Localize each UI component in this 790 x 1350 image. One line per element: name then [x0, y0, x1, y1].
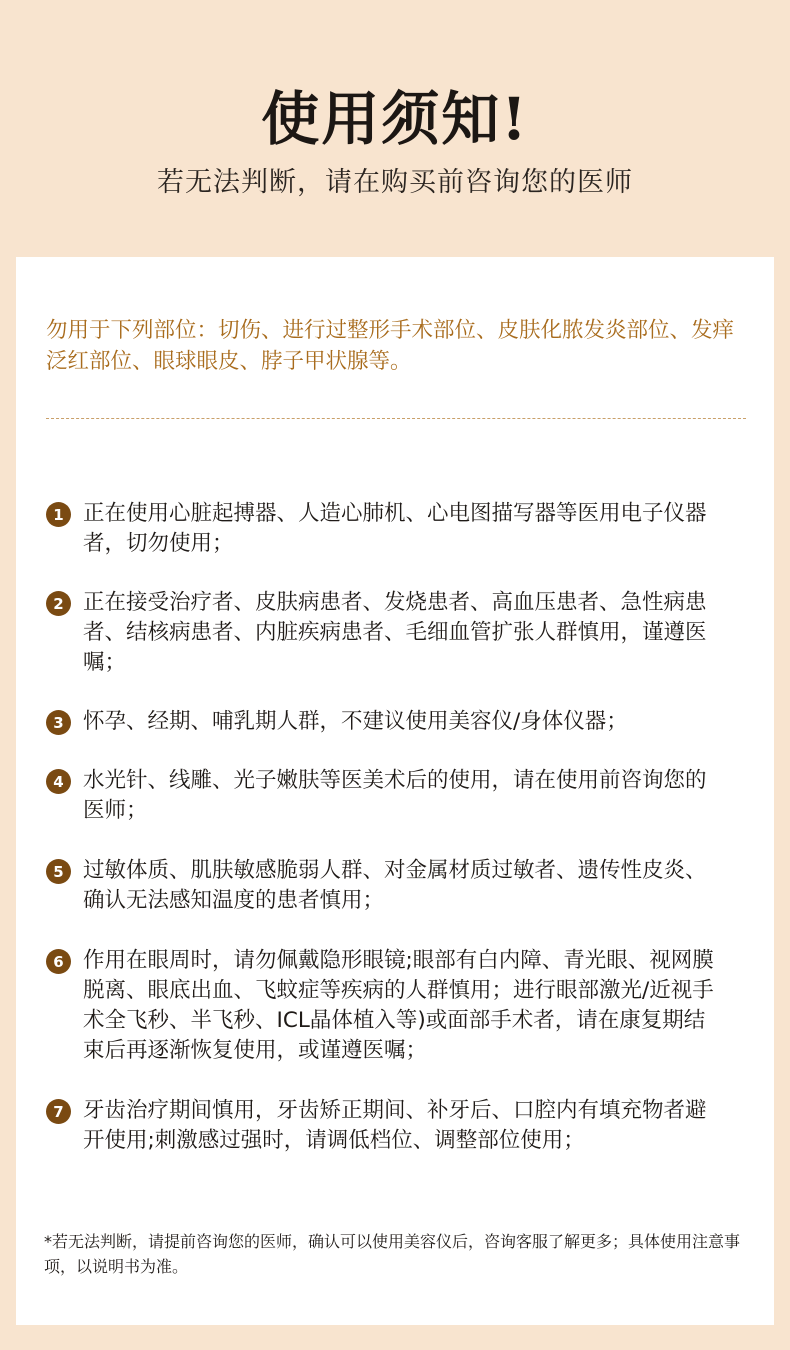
item-text: 过敏体质、肌肤敏感脆弱人群、对金属材质过敏者、遗传性皮炎、确认无法感知温度的患者慎用；: [83, 858, 707, 913]
item-text: 正在使用心脏起搏器、人造心肺机、心电图描写器等医用电子仪器者，切勿使用；: [83, 501, 707, 556]
list-item: [46, 856, 746, 916]
item-text: 作用在眼周时，请勿佩戴隐形眼镜;眼部有白内障、青光眼、视网膜脱离、眼底出血、飞蚊症等疾病的人群慎用；进行眼部激光/近视手术全飞秒、半飞秒、ICL晶体植入等)或面部手术者，请在康复期结束后再逐渐恢复使用，或谨遵医嘱；: [83, 948, 714, 1063]
warning-text: 勿用于下列部位：切伤、进行过整形手术部位、皮肤化脓发炎部位、发痒泛红部位、眼球眼皮、脖子甲状腺等。: [46, 318, 735, 374]
number-badge: 3: [46, 710, 71, 735]
page-subtitle: 若无法判断，请在购买前咨询您的医师: [157, 167, 633, 198]
item-text: 水光针、线雕、光子嫩肤等医美术后的使用，请在使用前咨询您的医师；: [83, 768, 707, 823]
notice-card: [16, 257, 774, 1325]
list-item: [46, 499, 746, 559]
page-title: 使用须知!: [261, 85, 529, 153]
number-badge: 1: [46, 502, 71, 527]
list-item: [46, 1096, 746, 1156]
list-item: [46, 588, 746, 678]
dashed-divider: [46, 418, 746, 419]
number-badge: 2: [46, 591, 71, 616]
number-badge: 5: [46, 859, 71, 884]
list-item: [46, 766, 746, 826]
item-text: 正在接受治疗者、皮肤病患者、发烧患者、高血压患者、急性病患者、结核病患者、内脏疾病患者、毛细血管扩张人群慎用，谨遵医嘱；: [83, 590, 707, 675]
number-badge: 7: [46, 1099, 71, 1124]
footnote: *若无法判断，请提前咨询您的医师，确认可以使用美容仪后，咨询客服了解更多；具体使用注意事项，以说明书为准。: [44, 1232, 741, 1276]
item-text: 怀孕、经期、哺乳期人群，不建议使用美容仪/身体仪器；: [83, 709, 628, 734]
number-badge: 6: [46, 949, 71, 974]
number-badge: 4: [46, 769, 71, 794]
list-item: [46, 946, 746, 1066]
item-text: 牙齿治疗期间慎用，牙齿矫正期间、补牙后、口腔内有填充物者避开使用;刺激感过强时，请调低档位、调整部位使用；: [83, 1098, 707, 1153]
list-item: [46, 707, 746, 737]
